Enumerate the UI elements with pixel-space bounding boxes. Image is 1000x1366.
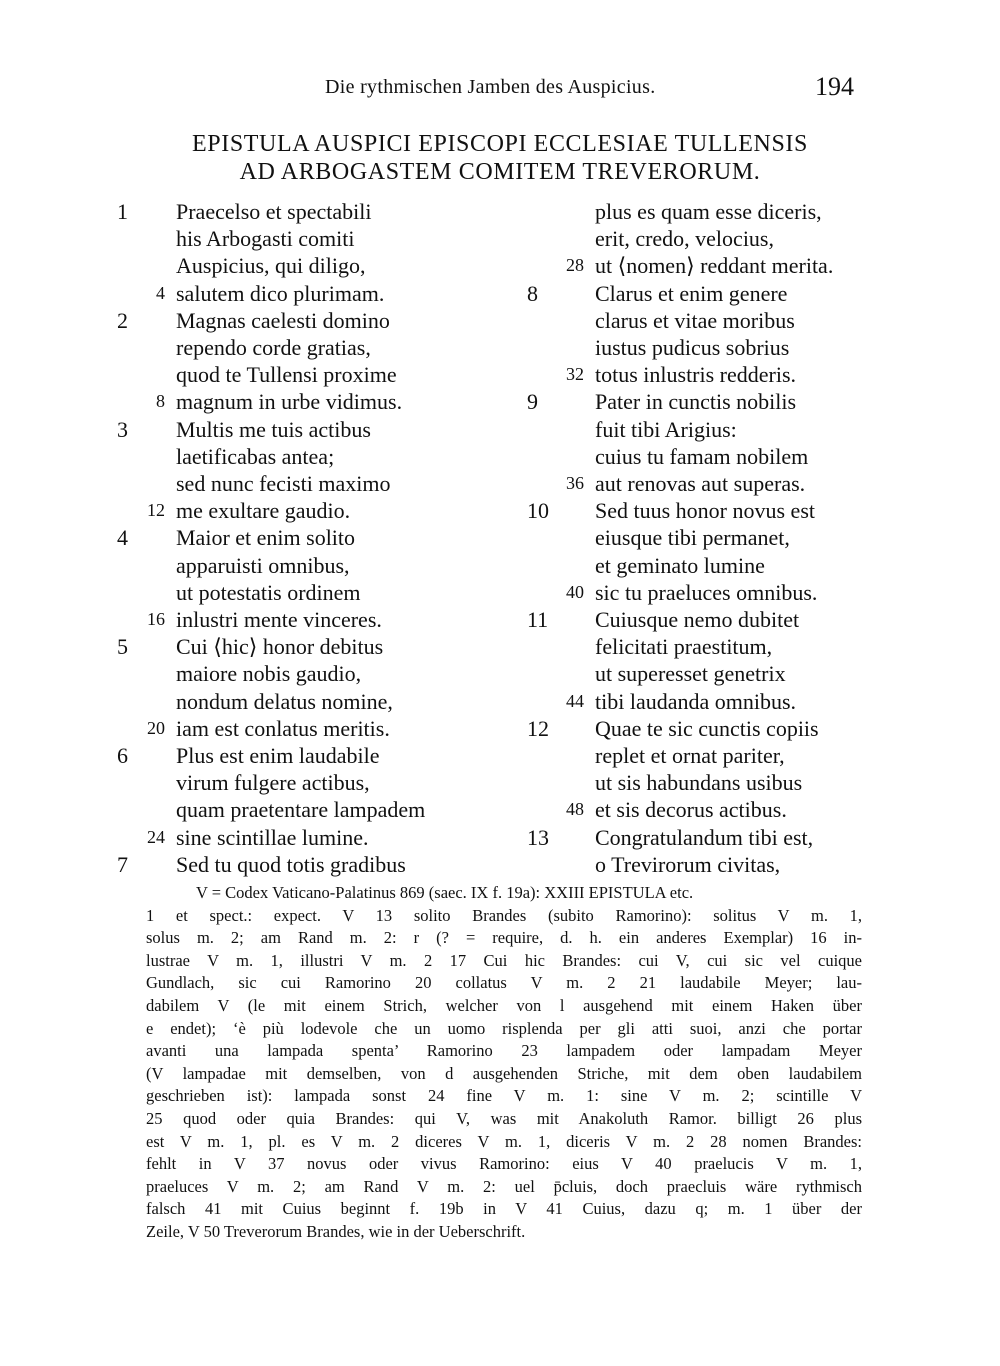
running-header: [0, 72, 1000, 106]
line-number: 8: [156, 391, 165, 412]
apparatus-line: dabilem V (le mit einem Strich, welcher von l ausgehend mit einem Haken über: [146, 995, 862, 1015]
critical-apparatus: [146, 882, 862, 1244]
verse-line: Sed tu quod totis gradibus: [176, 851, 406, 877]
verse-line: Cuiusque nemo dubitet: [595, 607, 800, 632]
verse-line: ut sis habundans usibus: [595, 770, 803, 796]
verse-line: ut potestatis ordinem: [176, 579, 361, 605]
verse-line: sed nunc fecisti maximo: [176, 471, 391, 496]
verse-line: iam est conlatus meritis.: [176, 715, 390, 741]
apparatus-line: 25 quod oder quia Brandes: qui V, was mit Anakoluth Ramor. billigt 26 plus: [146, 1108, 862, 1128]
verse-line: ut ⟨nomen⟩ reddant merita.: [595, 253, 834, 279]
verse-line: virum fulgere actibus,: [176, 770, 370, 796]
verse-line: Sed tuus honor novus est: [595, 498, 815, 524]
verse-line: Maior et enim solito: [176, 525, 356, 551]
verse-line: iustus pudicus sobrius: [595, 335, 790, 360]
apparatus-line: (V lampadae mit demselben, von d ausgehenden Striche, mit dem oben laudabilem: [146, 1063, 862, 1083]
poem-heading: [0, 130, 1000, 186]
verse-line: Cui ⟨hic⟩ honor debitus: [176, 634, 384, 660]
verse-line: Magnas caelesti domino: [176, 307, 390, 333]
verse-line: Plus est enim laudabile: [176, 743, 380, 768]
stanza-number: 6: [117, 743, 128, 768]
apparatus-line: Zeile, V 50 Treverorum Brandes, wie in der Ueberschrift.: [146, 1221, 526, 1241]
verse-line: felicitati praestitum,: [595, 634, 773, 660]
apparatus-line: 1 et spect.: expect. V 13 solito Brandes (subito Ramorino): solitus V m. 1,: [146, 905, 862, 925]
verse-line: sine scintillae lumine.: [176, 824, 369, 850]
stanza-number: 2: [117, 307, 128, 333]
apparatus-line: lustrae V m. 1, illustri V m. 2 17 Cui hic Brandes: cui V, cui sic vel cuique: [146, 950, 862, 970]
verse-line: Auspicius, qui diligo,: [176, 253, 366, 279]
verse-line: plus es quam esse diceris,: [595, 199, 822, 224]
verse-line: et geminato lumine: [595, 552, 765, 578]
apparatus-line: solus m. 2; am Rand m. 2: r (? = require, d. h. ein anderes Exemplar) 16 in-: [146, 928, 862, 948]
heading-line-2: AD ARBOGASTEM COMITEM TREVERORUM.: [239, 159, 761, 185]
stanza-number: 13: [527, 824, 549, 850]
verse-line: et sis decorus actibus.: [595, 797, 787, 823]
line-number: 44: [566, 690, 584, 711]
verse-line: Multis me tuis actibus: [176, 416, 371, 442]
stanza-number: 11: [527, 607, 549, 632]
line-number: 4: [156, 282, 165, 303]
line-number: 32: [566, 364, 584, 385]
verse-line: aut renovas aut superas.: [595, 471, 806, 496]
verse-line: laetificabas antea;: [176, 443, 335, 469]
line-number: 36: [566, 473, 584, 493]
verse-line: clarus et vitae moribus: [595, 307, 795, 333]
stanza-number: 3: [117, 416, 128, 442]
line-number: 16: [147, 609, 165, 629]
stanza-number: 9: [527, 389, 538, 415]
verse-line: salutem dico plurimam.: [176, 280, 385, 306]
apparatus-line: est V m. 1, pl. es V m. 2 diceres V m. 1, diceris V m. 2 28 nomen Brandes:: [146, 1131, 862, 1151]
apparatus-line: fehlt in V 37 novus oder vivus Ramorino: eius V 40 praelucis V m. 1,: [146, 1154, 862, 1174]
verse-line: inlustri mente vinceres.: [176, 607, 382, 632]
stanza-number: 5: [117, 634, 128, 660]
verse-line: Pater in cunctis nobilis: [595, 389, 797, 415]
verse-line: tibi laudanda omnibus.: [595, 688, 797, 714]
verse-line: maiore nobis gaudio,: [176, 661, 362, 687]
apparatus-line: V = Codex Vaticano-Palatinus 869 (saec. IX f. 19a): XXIII EPISTULA etc.: [196, 883, 694, 902]
verse-line: Clarus et enim genere: [595, 280, 788, 306]
stanza-number: 8: [527, 280, 538, 306]
stanza-number: 12: [527, 715, 549, 741]
heading-line-1: EPISTULA AUSPICI EPISCOPI ECCLESIAE TULLENSIS: [192, 131, 808, 157]
line-number: 12: [147, 500, 165, 521]
page-number: 194: [815, 72, 854, 101]
stanza-number: 7: [117, 851, 128, 877]
verse-line: magnum in urbe vidimus.: [176, 389, 403, 415]
verse-line: eiusque tibi permanet,: [595, 525, 790, 551]
apparatus-line: geschrieben ist): lampada sonst 24 fine V m. 1: sine V m. 2; scintille V: [146, 1086, 862, 1106]
line-number: 24: [147, 826, 165, 847]
apparatus-line: e endet); ‘è più lodevole che un uomo risplenda per gli atti suoi, anzi che portar: [146, 1018, 862, 1038]
verse-line: o Trevirorum civitas,: [595, 851, 781, 877]
line-number: 20: [147, 717, 165, 738]
stanza-number: 1: [117, 199, 128, 224]
line-number: 28: [566, 255, 584, 276]
verse-line: quam praetentare lampadem: [176, 797, 426, 823]
apparatus-line: praeluces V m. 2; am Rand V m. 2: uel p̄cluis, doch praecluis wäre rythmisch: [146, 1176, 862, 1196]
verse-line: Congratulandum tibi est,: [595, 824, 814, 850]
apparatus-line: avanti una lampada spenta’ Ramorino 23 lampadem oder lampadam Meyer: [146, 1041, 862, 1061]
verse-line: apparuisti omnibus,: [176, 552, 350, 578]
verse-line: quod te Tullensi proxime: [176, 362, 397, 388]
line-number: 48: [566, 799, 584, 820]
verse-line: rependo corde gratias,: [176, 335, 371, 360]
line-number: 40: [566, 581, 584, 602]
verse-line: me exultare gaudio.: [176, 498, 351, 524]
verse-line: replet et ornat pariter,: [595, 743, 785, 768]
stanza-number: 10: [527, 498, 549, 524]
verse-line: his Arbogasti comiti: [176, 226, 355, 252]
verse-line: Praecelso et spectabili: [176, 199, 372, 224]
stanza-number: 4: [117, 525, 128, 551]
verse-line: fuit tibi Arigius:: [595, 416, 737, 442]
apparatus-line: Gundlach, sic cui Ramorino 20 collatus V m. 2 21 laudabile Meyer; lau-: [146, 973, 862, 993]
verse-line: ut superesset genetrix: [595, 661, 786, 687]
verse-line: Quae te sic cunctis copiis: [595, 715, 819, 741]
verse-line: totus inlustris redderis.: [595, 362, 797, 388]
verse-line: sic tu praeluces omnibus.: [595, 579, 818, 605]
apparatus-line: falsch 41 mit Cuius beginnt f. 19b in V 41 Cuius, dazu q; m. 1 über der: [146, 1199, 862, 1219]
verse-line: cuius tu famam nobilem: [595, 443, 809, 469]
running-title: Die rythmischen Jamben des Auspicius.: [325, 76, 656, 98]
verse-line: erit, credo, velocius,: [595, 226, 774, 252]
verse-line: nondum delatus nomine,: [176, 688, 393, 714]
